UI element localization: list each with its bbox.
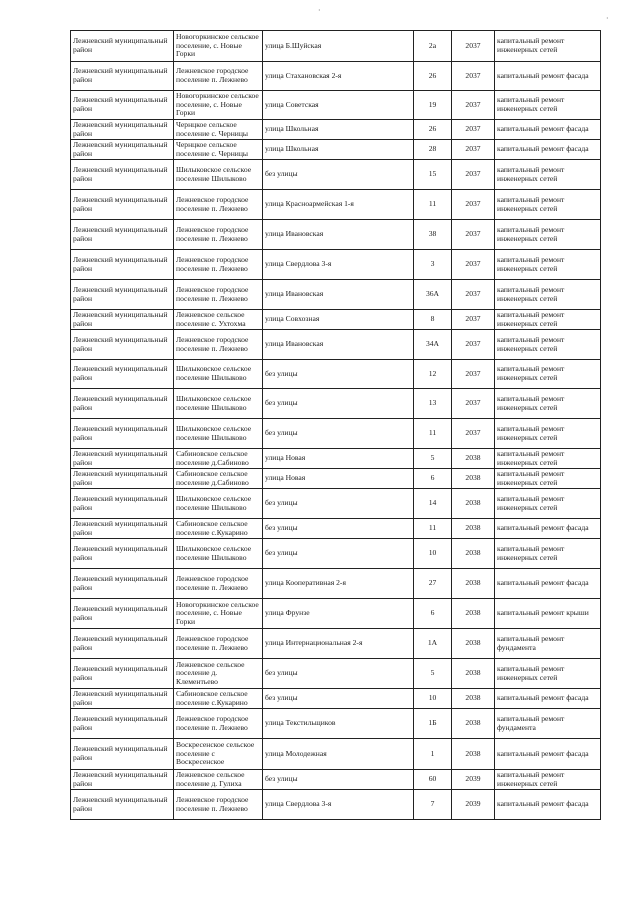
district-cell: Лежневский муниципальный район <box>71 31 174 62</box>
work-type-cell: капитальный ремонт фасада <box>495 689 601 709</box>
district-cell: Лежневский муниципальный район <box>71 770 174 790</box>
district-cell: Лежневский муниципальный район <box>71 330 174 360</box>
house-number-cell: 10 <box>414 539 452 569</box>
settlement-cell: Лежневское сельское поселение д. Клементьево <box>174 659 263 689</box>
table-row <box>71 569 601 599</box>
table-row <box>71 120 601 140</box>
repair-year-cell: 2037 <box>452 330 495 360</box>
work-type-cell: капитальный ремонт фасада <box>495 569 601 599</box>
repair-year-cell: 2037 <box>452 419 495 449</box>
house-number-cell: 34А <box>414 330 452 360</box>
street-cell: без улицы <box>263 160 414 190</box>
table-row <box>71 790 601 820</box>
house-number-cell: 38 <box>414 220 452 250</box>
settlement-cell: Лежневское городское поселение п. Лежнево <box>174 280 263 310</box>
table-row <box>71 489 601 519</box>
work-type-cell: капитальный ремонт инженерных сетей <box>495 250 601 280</box>
house-number-cell: 12 <box>414 360 452 389</box>
house-number-cell: 26 <box>414 62 452 91</box>
district-cell: Лежневский муниципальный район <box>71 469 174 489</box>
settlement-cell: Лежневское городское поселение п. Лежнево <box>174 220 263 250</box>
street-cell: улица Стахановская 2-я <box>263 62 414 91</box>
street-cell: без улицы <box>263 360 414 389</box>
house-number-cell: 1 <box>414 739 452 770</box>
house-number-cell: 36А <box>414 280 452 310</box>
street-cell: без улицы <box>263 489 414 519</box>
district-cell: Лежневский муниципальный район <box>71 599 174 629</box>
street-cell: улица Текстильщиков <box>263 709 414 739</box>
table-row <box>71 469 601 489</box>
street-cell: без улицы <box>263 659 414 689</box>
table-row <box>71 599 601 629</box>
district-cell: Лежневский муниципальный район <box>71 250 174 280</box>
district-cell: Лежневский муниципальный район <box>71 659 174 689</box>
house-number-cell: 60 <box>414 770 452 790</box>
settlement-cell: Новогоркинское сельское поселение, с. Новые Горки <box>174 31 263 62</box>
table-row <box>71 220 601 250</box>
repair-year-cell: 2037 <box>452 31 495 62</box>
district-cell: Лежневский муниципальный район <box>71 449 174 469</box>
repair-year-cell: 2038 <box>452 539 495 569</box>
settlement-cell: Лежневское сельское поселение с. Ухтохма <box>174 310 263 330</box>
house-number-cell: 2а <box>414 31 452 62</box>
house-number-cell: 14 <box>414 489 452 519</box>
settlement-cell: Шилыковское сельское поселение Шилыково <box>174 389 263 419</box>
table-row <box>71 539 601 569</box>
settlement-cell: Сабиновское сельское поселение с.Кукарино <box>174 689 263 709</box>
settlement-cell: Лежневское городское поселение п. Лежнево <box>174 569 263 599</box>
district-cell: Лежневский муниципальный район <box>71 140 174 160</box>
house-number-cell: 6 <box>414 469 452 489</box>
repair-year-cell: 2037 <box>452 190 495 220</box>
work-type-cell: капитальный ремонт инженерных сетей <box>495 770 601 790</box>
table-row <box>71 160 601 190</box>
repair-year-cell: 2038 <box>452 569 495 599</box>
repair-year-cell: 2037 <box>452 310 495 330</box>
house-number-cell: 1Б <box>414 709 452 739</box>
district-cell: Лежневский муниципальный район <box>71 62 174 91</box>
street-cell: улица Свердлова 3-я <box>263 790 414 820</box>
repair-year-cell: 2037 <box>452 360 495 389</box>
district-cell: Лежневский муниципальный район <box>71 310 174 330</box>
table-row <box>71 330 601 360</box>
settlement-cell: Лежневское сельское поселение д. Гулиха <box>174 770 263 790</box>
settlement-cell: Чернцкое сельское поселение с. Черницы <box>174 140 263 160</box>
settlement-cell: Сабиновское сельское поселение д.Сабиново <box>174 449 263 469</box>
table-row <box>71 689 601 709</box>
settlement-cell: Новогоркинское сельское поселение, с. Новые Горки <box>174 599 263 629</box>
house-number-cell: 3 <box>414 250 452 280</box>
work-type-cell: капитальный ремонт инженерных сетей <box>495 469 601 489</box>
repair-year-cell: 2038 <box>452 629 495 659</box>
street-cell: улица Интернациональная 2-я <box>263 629 414 659</box>
settlement-cell: Шилыковское сельское поселение Шилыково <box>174 419 263 449</box>
repair-year-cell: 2038 <box>452 599 495 629</box>
house-number-cell: 11 <box>414 190 452 220</box>
work-type-cell: капитальный ремонт фасада <box>495 519 601 539</box>
settlement-cell: Лежневское городское поселение п. Лежнево <box>174 190 263 220</box>
settlement-cell: Шилыковское сельское поселение Шилыково <box>174 360 263 389</box>
house-number-cell: 1А <box>414 629 452 659</box>
work-type-cell: капитальный ремонт инженерных сетей <box>495 280 601 310</box>
house-number-cell: 26 <box>414 120 452 140</box>
repair-year-cell: 2037 <box>452 140 495 160</box>
work-type-cell: капитальный ремонт инженерных сетей <box>495 419 601 449</box>
street-cell: улица Фрунзе <box>263 599 414 629</box>
table-row <box>71 739 601 770</box>
table-row <box>71 140 601 160</box>
work-type-cell: капитальный ремонт инженерных сетей <box>495 220 601 250</box>
housing-repair-table <box>70 30 601 820</box>
work-type-cell: капитальный ремонт инженерных сетей <box>495 330 601 360</box>
work-type-cell: капитальный ремонт фундамента <box>495 629 601 659</box>
district-cell: Лежневский муниципальный район <box>71 739 174 770</box>
table-row <box>71 360 601 389</box>
house-number-cell: 5 <box>414 449 452 469</box>
work-type-cell: капитальный ремонт инженерных сетей <box>495 190 601 220</box>
house-number-cell: 28 <box>414 140 452 160</box>
repair-year-cell: 2038 <box>452 519 495 539</box>
street-cell: улица Советская <box>263 91 414 120</box>
settlement-cell: Сабиновское сельское поселение д.Сабиново <box>174 469 263 489</box>
repair-year-cell: 2039 <box>452 790 495 820</box>
street-cell: без улицы <box>263 539 414 569</box>
house-number-cell: 15 <box>414 160 452 190</box>
repair-year-cell: 2037 <box>452 91 495 120</box>
scan-mark: · <box>606 14 609 23</box>
work-type-cell: капитальный ремонт фундамента <box>495 709 601 739</box>
street-cell: улица Свердлова 3-я <box>263 250 414 280</box>
table-row <box>71 709 601 739</box>
street-cell: улица Совхозная <box>263 310 414 330</box>
work-type-cell: капитальный ремонт инженерных сетей <box>495 449 601 469</box>
house-number-cell: 10 <box>414 689 452 709</box>
street-cell: улица Ивановская <box>263 330 414 360</box>
district-cell: Лежневский муниципальный район <box>71 190 174 220</box>
street-cell: улица Новая <box>263 449 414 469</box>
settlement-cell: Лежневское городское поселение п. Лежнево <box>174 629 263 659</box>
house-number-cell: 11 <box>414 419 452 449</box>
work-type-cell: капитальный ремонт фасада <box>495 790 601 820</box>
street-cell: улица Новая <box>263 469 414 489</box>
district-cell: Лежневский муниципальный район <box>71 539 174 569</box>
table-row <box>71 91 601 120</box>
table-row <box>71 280 601 310</box>
repair-year-cell: 2037 <box>452 160 495 190</box>
street-cell: без улицы <box>263 519 414 539</box>
repair-year-cell: 2037 <box>452 120 495 140</box>
work-type-cell: капитальный ремонт фасада <box>495 62 601 91</box>
repair-year-cell: 2038 <box>452 739 495 770</box>
district-cell: Лежневский муниципальный район <box>71 220 174 250</box>
settlement-cell: Лежневское городское поселение п. Лежнево <box>174 709 263 739</box>
street-cell: улица Кооперативная 2-я <box>263 569 414 599</box>
work-type-cell: капитальный ремонт фасада <box>495 120 601 140</box>
table-row <box>71 190 601 220</box>
table-row <box>71 389 601 419</box>
district-cell: Лежневский муниципальный район <box>71 360 174 389</box>
repair-year-cell: 2037 <box>452 280 495 310</box>
district-cell: Лежневский муниципальный район <box>71 790 174 820</box>
table-row <box>71 770 601 790</box>
settlement-cell: Шилыковское сельское поселение Шилыково <box>174 160 263 190</box>
street-cell: без улицы <box>263 689 414 709</box>
work-type-cell: капитальный ремонт фасада <box>495 140 601 160</box>
district-cell: Лежневский муниципальный район <box>71 569 174 599</box>
table-row <box>71 659 601 689</box>
house-number-cell: 5 <box>414 659 452 689</box>
settlement-cell: Лежневское городское поселение п. Лежнево <box>174 62 263 91</box>
district-cell: Лежневский муниципальный район <box>71 280 174 310</box>
table-row <box>71 31 601 62</box>
work-type-cell: капитальный ремонт инженерных сетей <box>495 489 601 519</box>
repair-year-cell: 2037 <box>452 389 495 419</box>
repair-year-cell: 2038 <box>452 489 495 519</box>
table-row <box>71 449 601 469</box>
work-type-cell: капитальный ремонт инженерных сетей <box>495 539 601 569</box>
table-row <box>71 250 601 280</box>
district-cell: Лежневский муниципальный район <box>71 489 174 519</box>
work-type-cell: капитальный ремонт фасада <box>495 739 601 770</box>
district-cell: Лежневский муниципальный район <box>71 91 174 120</box>
table-row <box>71 62 601 91</box>
repair-year-cell: 2038 <box>452 689 495 709</box>
settlement-cell: Воскресенское сельское поселение с Воскресенское <box>174 739 263 770</box>
work-type-cell: капитальный ремонт инженерных сетей <box>495 659 601 689</box>
work-type-cell: капитальный ремонт инженерных сетей <box>495 31 601 62</box>
house-number-cell: 7 <box>414 790 452 820</box>
district-cell: Лежневский муниципальный район <box>71 709 174 739</box>
settlement-cell: Лежневское городское поселение п. Лежнево <box>174 790 263 820</box>
house-number-cell: 27 <box>414 569 452 599</box>
scan-mark: · <box>318 6 321 15</box>
repair-year-cell: 2037 <box>452 220 495 250</box>
settlement-cell: Шилыковское сельское поселение Шилыково <box>174 539 263 569</box>
house-number-cell: 19 <box>414 91 452 120</box>
settlement-cell: Шилыковское сельское поселение Шилыково <box>174 489 263 519</box>
repair-year-cell: 2038 <box>452 469 495 489</box>
street-cell: без улицы <box>263 389 414 419</box>
district-cell: Лежневский муниципальный район <box>71 419 174 449</box>
table-row <box>71 419 601 449</box>
house-number-cell: 6 <box>414 599 452 629</box>
district-cell: Лежневский муниципальный район <box>71 389 174 419</box>
settlement-cell: Сабиновское сельское поселение с.Кукарино <box>174 519 263 539</box>
repair-year-cell: 2038 <box>452 659 495 689</box>
street-cell: улица Школьная <box>263 140 414 160</box>
work-type-cell: капитальный ремонт инженерных сетей <box>495 91 601 120</box>
settlement-cell: Лежневское городское поселение п. Лежнево <box>174 250 263 280</box>
repair-year-cell: 2037 <box>452 62 495 91</box>
repair-year-cell: 2038 <box>452 449 495 469</box>
repair-year-cell: 2039 <box>452 770 495 790</box>
street-cell: улица Школьная <box>263 120 414 140</box>
district-cell: Лежневский муниципальный район <box>71 629 174 659</box>
settlement-cell: Новогоркинское сельское поселение, с. Новые Горки <box>174 91 263 120</box>
district-cell: Лежневский муниципальный район <box>71 120 174 140</box>
district-cell: Лежневский муниципальный район <box>71 160 174 190</box>
table-row <box>71 310 601 330</box>
settlement-cell: Лежневское городское поселение п. Лежнево <box>174 330 263 360</box>
work-type-cell: капитальный ремонт инженерных сетей <box>495 360 601 389</box>
house-number-cell: 13 <box>414 389 452 419</box>
table-row <box>71 519 601 539</box>
district-cell: Лежневский муниципальный район <box>71 689 174 709</box>
street-cell: улица Красноармейская 1-я <box>263 190 414 220</box>
work-type-cell: капитальный ремонт инженерных сетей <box>495 160 601 190</box>
work-type-cell: капитальный ремонт крыши <box>495 599 601 629</box>
house-number-cell: 8 <box>414 310 452 330</box>
street-cell: улица Молодежная <box>263 739 414 770</box>
house-number-cell: 11 <box>414 519 452 539</box>
repair-year-cell: 2038 <box>452 709 495 739</box>
work-type-cell: капитальный ремонт инженерных сетей <box>495 389 601 419</box>
work-type-cell: капитальный ремонт инженерных сетей <box>495 310 601 330</box>
street-cell: улица Ивановская <box>263 220 414 250</box>
table-row <box>71 629 601 659</box>
district-cell: Лежневский муниципальный район <box>71 519 174 539</box>
street-cell: без улицы <box>263 419 414 449</box>
street-cell: улица Ивановская <box>263 280 414 310</box>
settlement-cell: Чернцкое сельское поселение с. Черницы <box>174 120 263 140</box>
street-cell: без улицы <box>263 770 414 790</box>
street-cell: улица Б.Шуйская <box>263 31 414 62</box>
repair-year-cell: 2037 <box>452 250 495 280</box>
